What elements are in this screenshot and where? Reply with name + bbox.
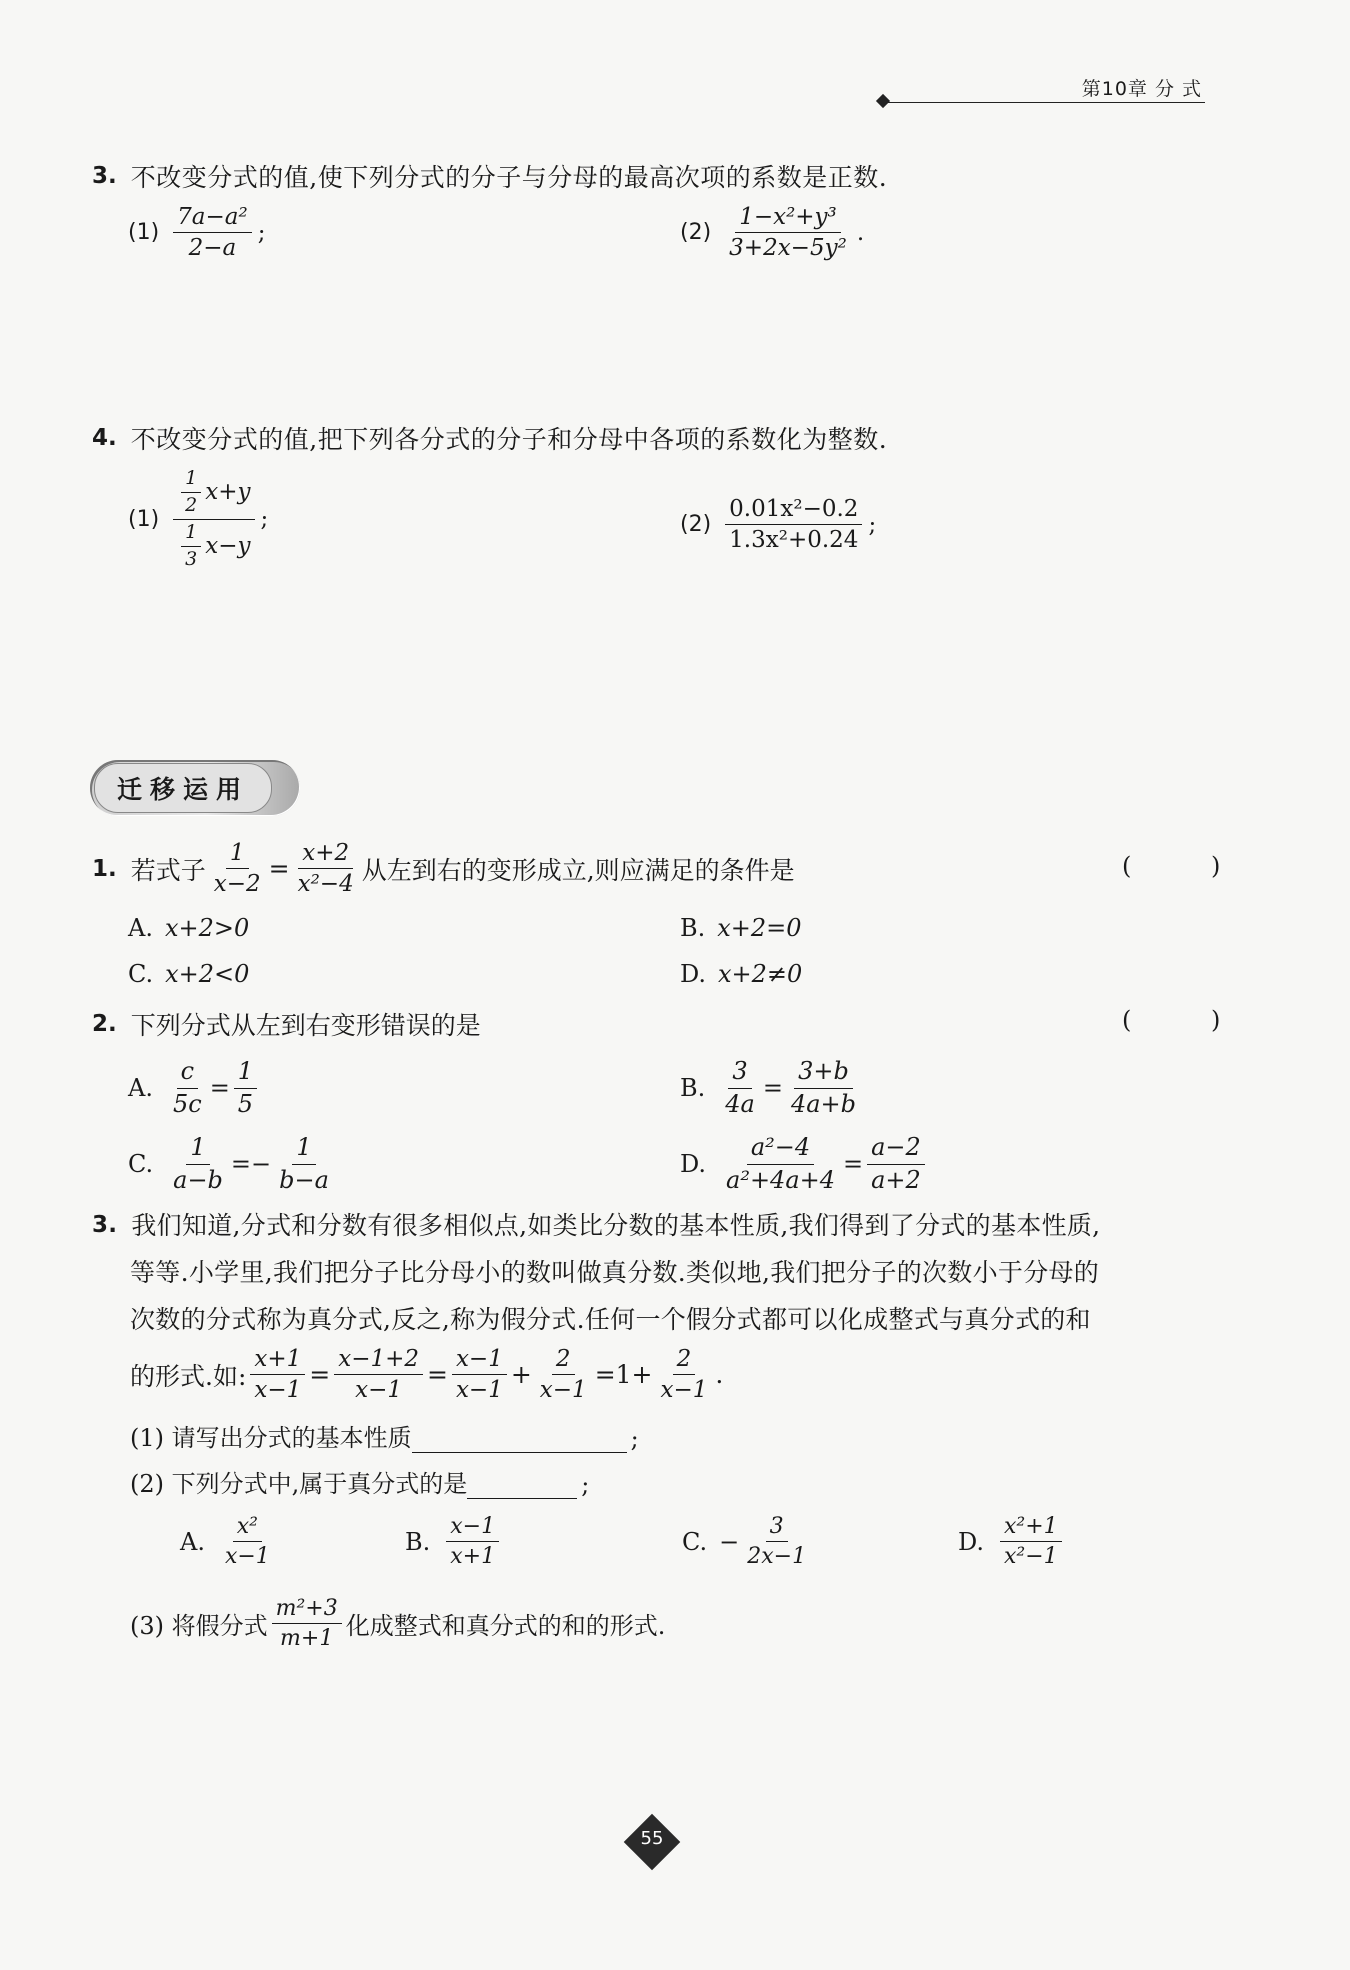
option-label: C. [128,960,154,988]
question-number: 1. [92,855,117,882]
option-label: C. [128,1150,154,1179]
answer-bracket: ( ) [1122,852,1257,880]
denominator: 4a [725,1089,755,1118]
fraction [272,1596,342,1652]
question-number: 3. [92,163,117,189]
relation-sign: =− [230,1150,272,1179]
question-4-part-2 [680,496,876,554]
numerator: m²+3 [272,1596,342,1624]
punctuation: ; [868,511,877,538]
option-label: D. [680,1150,707,1179]
denominator: 2x−1 [747,1544,807,1570]
option-label: B. [405,1527,431,1556]
punctuation: . [856,219,865,246]
option-text: x+2<0 [165,960,250,988]
denominator: x−1 [224,1544,270,1570]
sub-question-text-pre: (3) 将假分式 [130,1612,268,1641]
section-title: 迁移运用 [94,763,272,813]
denominator: a²+4a+4 [726,1165,836,1194]
numerator: 3+b [794,1058,853,1089]
punctuation: ; [581,1471,590,1499]
denominator: x−1 [355,1377,403,1404]
numerator: x²+1 [1000,1514,1062,1542]
question-text-pre: 若式子 [130,855,206,885]
answer-blank[interactable] [467,1476,577,1499]
denominator: m+1 [280,1626,334,1652]
numerator: x² [233,1514,262,1542]
option-a[interactable] [128,914,249,942]
part-label: (1) [128,220,160,246]
numerator: 3 [728,1058,751,1089]
punctuation: ; [260,506,269,533]
numerator: 2 [552,1346,575,1375]
denominator: 5c [172,1089,202,1118]
numerator: x+2 [298,840,353,869]
fraction [234,1058,257,1118]
fraction [787,1058,860,1118]
relation-sign: = [843,1150,864,1179]
fraction [250,1346,305,1404]
fraction [721,1058,759,1118]
numerator: x−1 [452,1346,507,1375]
fraction [169,1134,227,1194]
numerator: 1 [186,1134,209,1165]
denominator: b−a [279,1165,329,1194]
coefficient-third: $\frac{1}{3}$ [181,522,201,571]
fraction [275,1134,333,1194]
denominator-rest: x−y [205,532,251,559]
option-d[interactable] [958,1514,1066,1570]
option-d[interactable] [680,1134,929,1194]
sub-question-text: (2) 下列分式中,属于真分式的是 [130,1470,468,1498]
denominator: x−2 [213,871,261,898]
question-3 [92,158,887,194]
numerator: x+1 [250,1346,305,1375]
denominator: 1.3x²+0.24 [729,527,859,554]
option-a[interactable] [180,1514,278,1570]
exercise-3 [92,1202,1222,1343]
sub-question-3 [130,1596,665,1652]
numerator: 1−x²+y³ [735,204,841,233]
numerator-rest: x+y [205,479,251,506]
integer-term: 1 [615,1360,632,1390]
fraction-left [210,840,265,898]
exercise-1 [92,840,795,898]
option-label: A. [128,1074,153,1103]
exercise-2 [92,1006,481,1042]
paragraph-text: 等等.小学里,我们把分子比分母小的数叫做真分数.类似地,我们把分子的次数小于分母的 [130,1258,1100,1287]
option-label: D. [680,960,707,988]
option-label: D. [958,1527,985,1556]
fraction [1000,1514,1062,1570]
numerator: 2 [673,1346,696,1375]
numerator: 7a−a² [173,204,252,233]
option-label: C. [682,1527,708,1556]
denominator: x−1 [539,1377,587,1404]
denominator: x²−1 [1004,1544,1058,1570]
option-label: B. [680,1074,706,1103]
sub-question-2 [130,1464,589,1499]
paragraph-text: 我们知道,分式和分数有很多相似点,如类比分数的基本性质,我们得到了分式的基本性质, [131,1211,1101,1240]
numerator: a²−4 [747,1134,814,1165]
sub-question-text-post: 化成整式和真分式的和的形式. [345,1612,666,1641]
denominator: 5 [237,1089,254,1118]
relation-sign: = [762,1074,783,1103]
part-label: (2) [680,512,712,538]
numerator: a−2 [867,1134,925,1165]
denominator: x+1 [450,1544,496,1570]
fraction [536,1346,591,1404]
denominator: x−1 [254,1377,302,1404]
fraction [725,496,862,554]
option-a[interactable] [128,1058,261,1118]
fraction [867,1134,925,1194]
question-4-part-1 [128,468,268,570]
denominator: 3+2x−5y² [729,235,847,262]
option-label: A. [180,1527,205,1556]
question-text-post: 从左到右的变形成立,则应满足的条件是 [361,855,795,885]
fraction [334,1346,423,1404]
part-label: (2) [680,220,712,246]
option-c[interactable] [128,960,249,988]
fraction [657,1346,712,1404]
option-b[interactable] [680,1058,864,1118]
fraction [173,204,252,262]
option-c[interactable] [128,1134,337,1194]
equals-sign: = [268,854,290,884]
fraction-right [294,840,358,898]
option-b[interactable] [680,914,802,942]
question-text: 下列分式从左到右变形错误的是 [130,1011,481,1040]
numerator: 1 [292,1134,315,1165]
chapter-title: 第10章 分 式 [1081,78,1202,100]
paragraph-text: 次数的分式称为真分式,反之,称为假分式.任何一个假分式都可以化成整式与真分式的和 [130,1305,1091,1334]
header-diamond-icon [876,94,890,108]
complex-fraction [173,468,254,570]
numerator: 1 [234,1058,257,1089]
numerator: 3 [766,1514,788,1542]
option-label: B. [680,914,706,942]
denominator: 4a+b [790,1089,857,1118]
page-number: 55 [640,1828,664,1849]
sub-question-text: (1) 请写出分式的基本性质 [130,1424,412,1452]
denominator: 2−a [188,235,237,262]
part-label: (1) [128,506,160,532]
question-4 [92,420,887,456]
relation-sign: = [209,1074,230,1103]
sub-question-1 [130,1418,639,1453]
question-text: 不改变分式的值,使下列分式的分子与分母的最高次项的系数是正数. [130,163,888,192]
denominator: x−1 [660,1377,708,1404]
answer-blank[interactable] [412,1430,627,1453]
option-c[interactable] [682,1514,814,1570]
fraction [722,1134,839,1194]
example-intro: 的形式.如: [130,1361,247,1391]
sign: − [719,1527,740,1556]
fraction [452,1346,507,1404]
header-rule [885,102,1205,103]
numerator: 1 [226,840,249,869]
fraction [169,1058,206,1118]
answer-bracket: ( ) [1122,1006,1257,1034]
numerator: c [177,1058,198,1089]
fraction [725,204,851,262]
numerator: 0.01x²−0.2 [725,496,862,525]
denominator: x−1 [455,1377,503,1404]
option-label: A. [128,914,153,942]
question-number: 2. [92,1011,117,1037]
punctuation: ; [630,1425,639,1453]
option-d[interactable] [680,960,802,988]
option-text: x+2>0 [164,914,250,942]
fraction [743,1514,810,1570]
question-number: 4. [92,425,117,451]
denominator: a+2 [871,1165,921,1194]
denominator: x²−4 [297,871,354,898]
paragraph-line [92,1202,1222,1249]
option-b[interactable] [405,1514,503,1570]
fraction [446,1514,499,1570]
fraction [221,1514,274,1570]
question-text: 不改变分式的值,把下列各分式的分子和分母中各项的系数化为整数. [130,425,888,454]
denominator [173,520,254,571]
question-3-part-2 [680,204,864,262]
punctuation: ; [257,219,266,246]
option-text: x+2=0 [717,914,802,942]
numerator: x−1 [446,1514,499,1542]
example-line: 的形式.如: $\frac{x+1}{x-1}$ = $\frac{x-1+2}{x-1}$ = $\frac{x-1}{x-1}$ + $\frac{2}{x-1}$ = 1 + $\frac{2}{x-1}$ . [130,1346,724,1404]
option-text: x+2≠0 [718,960,803,988]
denominator: a−b [173,1165,223,1194]
coefficient-half: $\frac{1}{2}$ [181,468,201,517]
question-number: 3. [92,1212,118,1238]
section-badge [90,760,300,816]
question-3-part-1 [128,204,265,262]
numerator: x−1+2 [334,1346,423,1375]
numerator [173,468,254,520]
